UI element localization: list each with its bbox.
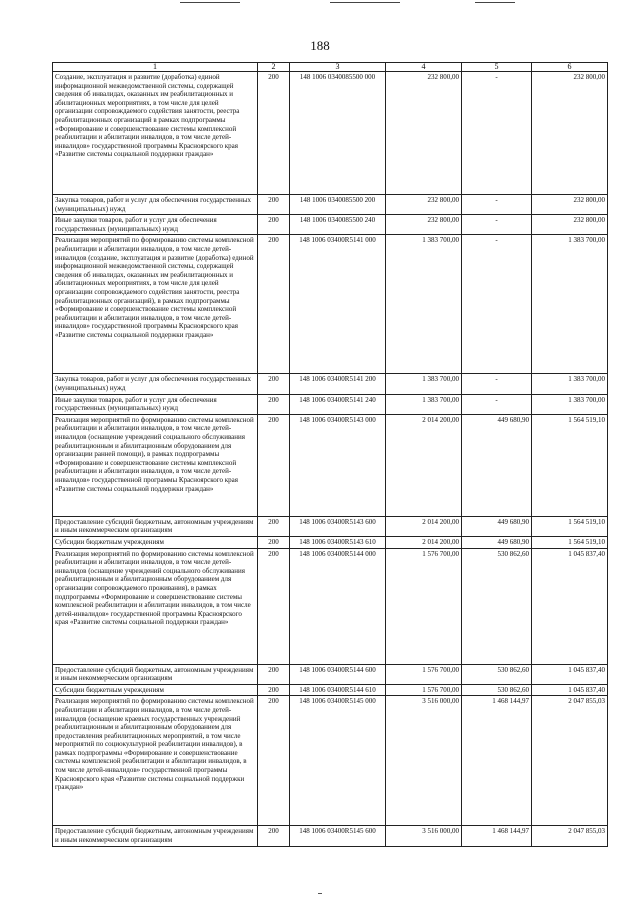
row-amount-cell: - [462, 374, 532, 394]
row-amount-cell: 1 383 700,00 [386, 394, 462, 414]
scan-edge-mark [180, 2, 240, 3]
table-row [53, 664, 608, 684]
row-name-cell: Предоставление субсидий бюджетным, автономным учреждениям и иным некоммерческим организациям [53, 664, 258, 684]
row-section-cell: 200 [258, 684, 290, 696]
row-amount-cell: 1 564 519,10 [532, 536, 608, 548]
row-section-cell: 200 [258, 536, 290, 548]
row-amount-cell: 449 680,90 [462, 536, 532, 548]
row-name-cell: Закупка товаров, работ и услуг для обеспечения государственных (муниципальных) нужд [53, 195, 258, 215]
row-section-cell: 200 [258, 664, 290, 684]
row-name-cell: Реализация мероприятий по формированию системы комплексной реабилитации и абилитации инвалидов, в том числе детей-инвалидов (оснащение учреждений социального обслуживания реабилитационным и абилитационным оборудованием для организации ранней помощи), в рамках подпрограммы «Формирование и совершенствование системы комплексной реабилитации и абилитации инвалидов, в том числе детей-инвалидов» государственной программы Красноярского края «Развитие системы социальной поддержки граждан» [53, 414, 258, 516]
table-row [53, 516, 608, 536]
row-amount-cell: 1 564 519,10 [532, 516, 608, 536]
table-row [53, 215, 608, 235]
column-number: 5 [462, 63, 532, 72]
row-section-cell: 200 [258, 696, 290, 826]
table-row [53, 536, 608, 548]
row-amount-cell: 1 383 700,00 [386, 374, 462, 394]
row-section-cell: 200 [258, 374, 290, 394]
row-amount-cell: 530 862,60 [462, 664, 532, 684]
row-amount-cell: 1 576 700,00 [386, 548, 462, 664]
row-name-cell: Предоставление субсидий бюджетным, автономным учреждениям и иным некоммерческим организациям [53, 516, 258, 536]
row-amount-cell: 3 516 000,00 [386, 696, 462, 826]
row-code-cell: 148 1006 03400R5143 610 [290, 536, 386, 548]
page-number: 188 [310, 38, 330, 53]
scan-dot-mark [318, 893, 322, 894]
row-name-cell: Предоставление субсидий бюджетным, автономным учреждениям и иным некоммерческим организациям [53, 826, 258, 846]
row-amount-cell: 1 045 837,40 [532, 684, 608, 696]
table-row [53, 394, 608, 414]
table-row [53, 195, 608, 215]
row-section-cell: 200 [258, 548, 290, 664]
row-name-cell: Реализация мероприятий по формированию системы комплексной реабилитации и абилитации инвалидов, в том числе детей-инвалидов (создание, эксплуатация и развитие (доработка) единой информационной межведомственной системы, содержащей сведения об инвалидах, оказанных им реабилитационных и абилитационных мероприятиях, в том числе для целей организации сопровождаемого содействия занятости, реестра реабилитационных организаций), в рамках подпрограммы «Формирование и совершенствование системы комплексной реабилитации и абилитации инвалидов, в том числе детей-инвалидов» государственной программы Красноярского края «Развитие системы социальной поддержки граждан» [53, 235, 258, 374]
row-amount-cell: 1 468 144,97 [462, 696, 532, 826]
row-section-cell: 200 [258, 215, 290, 235]
row-amount-cell: 2 047 855,03 [532, 696, 608, 826]
row-code-cell: 148 1006 03400R5144 000 [290, 548, 386, 664]
row-code-cell: 148 1006 0340085500 200 [290, 195, 386, 215]
table-row [53, 414, 608, 516]
row-section-cell: 200 [258, 394, 290, 414]
row-amount-cell: 530 862,60 [462, 548, 532, 664]
table-row [53, 374, 608, 394]
table-row [53, 72, 608, 195]
row-amount-cell: 232 800,00 [532, 215, 608, 235]
row-section-cell: 200 [258, 516, 290, 536]
column-number-row [53, 63, 608, 72]
scan-edge-mark [475, 2, 515, 3]
row-amount-cell: 2 014 200,00 [386, 516, 462, 536]
column-number: 1 [53, 63, 258, 72]
row-amount-cell: 232 800,00 [532, 195, 608, 215]
row-amount-cell: 1 468 144,97 [462, 826, 532, 846]
row-amount-cell: 3 516 000,00 [386, 826, 462, 846]
row-name-cell: Субсидии бюджетным учреждениям [53, 536, 258, 548]
row-name-cell: Субсидии бюджетным учреждениям [53, 684, 258, 696]
row-amount-cell: - [462, 72, 532, 195]
row-amount-cell: 1 564 519,10 [532, 414, 608, 516]
row-amount-cell: 1 383 700,00 [532, 394, 608, 414]
row-amount-cell: 2 014 200,00 [386, 536, 462, 548]
row-name-cell: Иные закупки товаров, работ и услуг для обеспечения государственных (муниципальных) нужд [53, 394, 258, 414]
table-row [53, 826, 608, 846]
row-amount-cell: 530 862,60 [462, 684, 532, 696]
column-number: 6 [532, 63, 608, 72]
row-amount-cell: 1 383 700,00 [532, 235, 608, 374]
column-number: 3 [290, 63, 386, 72]
row-amount-cell: 232 800,00 [386, 72, 462, 195]
row-section-cell: 200 [258, 195, 290, 215]
row-code-cell: 148 1006 0340085500 240 [290, 215, 386, 235]
row-amount-cell: 1 045 837,40 [532, 548, 608, 664]
budget-table [52, 62, 608, 847]
row-amount-cell: 232 800,00 [532, 72, 608, 195]
row-section-cell: 200 [258, 72, 290, 195]
row-amount-cell: 2 047 855,03 [532, 826, 608, 846]
row-amount-cell: 232 800,00 [386, 195, 462, 215]
table-row [53, 235, 608, 374]
row-section-cell: 200 [258, 414, 290, 516]
row-code-cell: 148 1006 03400R5144 610 [290, 684, 386, 696]
row-name-cell: Реализация мероприятий по формированию системы комплексной реабилитации и абилитации инвалидов, в том числе детей-инвалидов (оснащение учреждений социального обслуживания реабилитационным и абилитационным оборудованием для организации сопровождаемого проживания), в рамках подпрограммы «Формирование и совершенствование системы комплексной реабилитации и абилитации инвалидов, в том числе детей-инвалидов» государственной программы Красноярского края «Развитие системы социальной поддержки граждан» [53, 548, 258, 664]
row-name-cell: Закупка товаров, работ и услуг для обеспечения государственных (муниципальных) нужд [53, 374, 258, 394]
row-amount-cell: 1 383 700,00 [386, 235, 462, 374]
row-amount-cell: 449 680,90 [462, 414, 532, 516]
row-code-cell: 148 1006 03400R5141 200 [290, 374, 386, 394]
row-amount-cell: 1 045 837,40 [532, 664, 608, 684]
row-amount-cell: - [462, 195, 532, 215]
row-amount-cell: 1 383 700,00 [532, 374, 608, 394]
column-number: 2 [258, 63, 290, 72]
row-code-cell: 148 1006 03400R5143 000 [290, 414, 386, 516]
row-amount-cell: 2 014 200,00 [386, 414, 462, 516]
table-row [53, 684, 608, 696]
row-code-cell: 148 1006 03400R5141 000 [290, 235, 386, 374]
table-row [53, 548, 608, 664]
row-amount-cell: - [462, 215, 532, 235]
row-amount-cell: 232 800,00 [386, 215, 462, 235]
column-number: 4 [386, 63, 462, 72]
row-code-cell: 148 1006 03400R5144 600 [290, 664, 386, 684]
row-amount-cell: - [462, 394, 532, 414]
row-code-cell: 148 1006 03400R5145 600 [290, 826, 386, 846]
row-amount-cell: - [462, 235, 532, 374]
row-code-cell: 148 1006 03400R5145 000 [290, 696, 386, 826]
row-amount-cell: 1 576 700,00 [386, 684, 462, 696]
row-amount-cell: 1 576 700,00 [386, 664, 462, 684]
row-name-cell: Создание, эксплуатация и развитие (доработка) единой информационной межведомственной системы, содержащей сведения об инвалидах, оказанных им реабилитационных и абилитационных мероприятиях, в том числе для целей организации сопровождаемого содействия занятости, реестра реабилитационных организаций в рамках подпрограммы «Формирование и совершенствование системы комплексной реабилитации и абилитации инвалидов, в том числе детей-инвалидов» государственной программы Красноярского края «Развитие системы социальной поддержки граждан» [53, 72, 258, 195]
scan-edge-mark [330, 2, 400, 3]
table-row [53, 696, 608, 826]
row-name-cell: Реализация мероприятий по формированию системы комплексной реабилитации и абилитации инвалидов, в том числе детей-инвалидов (оснащение краевых государственных учреждений реабилитационным и абилитационным оборудованием для предоставления реабилитационных мероприятий, в том числе мероприятий по социокультурной реабилитации инвалидов), в рамках подпрограммы «Формирование и совершенствование системы комплексной реабилитации и абилитации инвалидов, в том числе детей-инвалидов» государственной программы Красноярского края «Развитие системы социальной поддержки граждан» [53, 696, 258, 826]
row-code-cell: 148 1006 03400R5141 240 [290, 394, 386, 414]
row-name-cell: Иные закупки товаров, работ и услуг для обеспечения государственных (муниципальных) нужд [53, 215, 258, 235]
row-code-cell: 148 1006 0340085500 000 [290, 72, 386, 195]
row-code-cell: 148 1006 03400R5143 600 [290, 516, 386, 536]
row-section-cell: 200 [258, 826, 290, 846]
row-amount-cell: 449 680,90 [462, 516, 532, 536]
row-section-cell: 200 [258, 235, 290, 374]
